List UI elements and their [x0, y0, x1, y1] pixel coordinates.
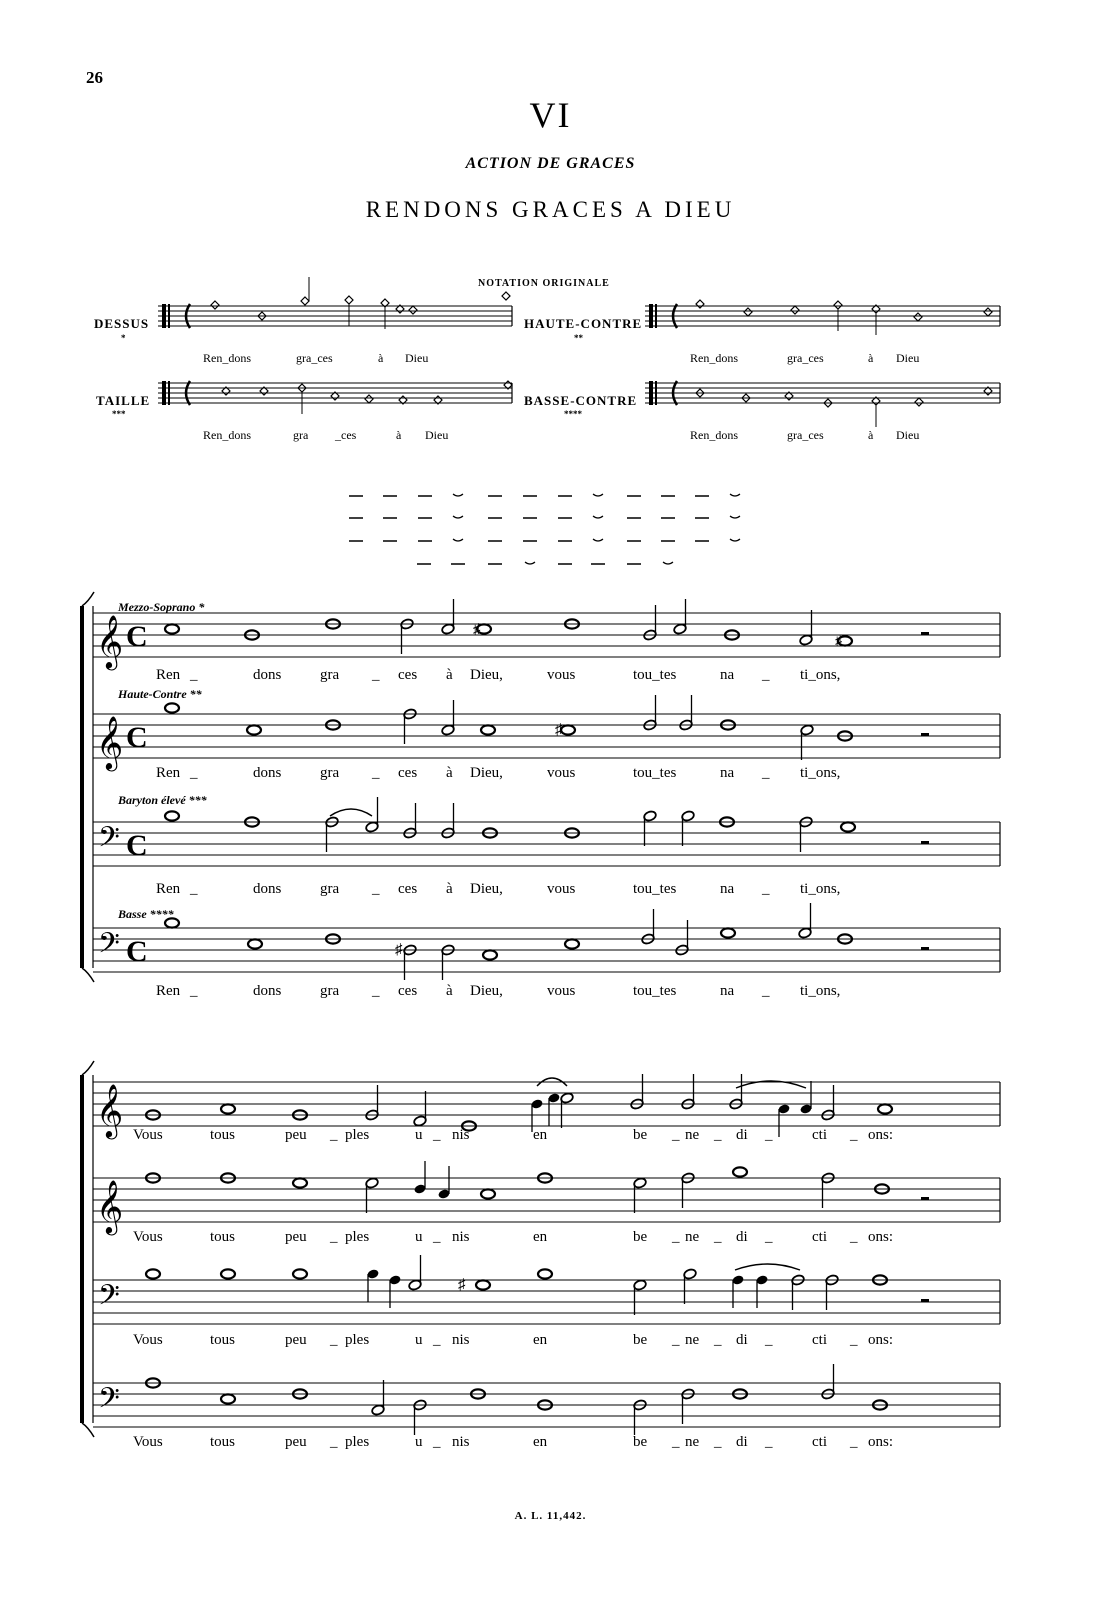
lyric-syllable: à [378, 351, 384, 365]
lyric-syllable: Ren_dons [203, 428, 251, 442]
lyric-syllable: Dieu, [470, 765, 503, 781]
lyric-syllable: di [736, 1434, 748, 1450]
breve-note [834, 301, 842, 309]
breve-note [696, 300, 704, 308]
sharp-icon: ♯ [395, 942, 403, 958]
whole-note [165, 811, 179, 820]
lyric-syllable: be [633, 1229, 648, 1245]
treble-clef-icon: 𝄞 [96, 1085, 124, 1136]
breve-mark [593, 494, 603, 496]
lyric-syllable: vous [547, 983, 576, 999]
whole-note [841, 822, 855, 831]
lyric-syllable: ces [398, 881, 418, 897]
lyric-syllable: _ [372, 765, 380, 781]
lyric-syllable: ces [398, 983, 418, 999]
lyric-syllable: ti_ons, [800, 881, 841, 897]
lyric-syllable: _ [433, 1229, 441, 1245]
lyric-syllable: ons: [868, 1229, 894, 1245]
breve-note [915, 398, 923, 406]
whole-note [538, 1269, 552, 1278]
lyric-syllable: Ren [156, 983, 181, 999]
common-time-signature: C [126, 721, 148, 754]
breve-mark [730, 539, 740, 541]
lyric-syllable: tous [210, 1332, 236, 1348]
bass-clef-icon: 𝄢 [98, 823, 120, 860]
lyric-syllable: na [720, 667, 735, 683]
lyric-syllable: Dieu [405, 351, 429, 365]
whole-note [221, 1394, 235, 1403]
lyric-syllable: _ [433, 1127, 441, 1143]
whole-note [481, 725, 495, 734]
breve-note [345, 296, 353, 304]
lyric-syllable: dons [253, 983, 282, 999]
lyric-syllable: ti_ons, [800, 983, 841, 999]
whole-note [721, 928, 735, 937]
c-clef [649, 304, 653, 328]
lyric-syllable: cti [812, 1229, 827, 1245]
breve-mark [453, 516, 463, 518]
lyric-syllable: _ [672, 1229, 680, 1245]
voice-stars-haute-contre: ** [574, 333, 583, 343]
breve-mark [730, 494, 740, 496]
breve-note [301, 297, 309, 305]
lyric-syllable: Dieu [896, 351, 920, 365]
common-time-signature: C [126, 829, 148, 862]
whole-note [247, 725, 261, 734]
lyric-syllable: di [736, 1332, 748, 1348]
c-clef [162, 381, 166, 405]
lyric-syllable: en [533, 1434, 548, 1450]
lyric-syllable: vous [547, 667, 576, 683]
lyric-syllable: gra [320, 881, 340, 897]
lyric-syllable: _ [190, 667, 198, 683]
lyric-syllable: _ [850, 1127, 858, 1143]
lyric-syllable: nis [452, 1434, 470, 1450]
lyric-syllable: à [396, 428, 402, 442]
lyric-syllable: vous [547, 765, 576, 781]
sharp-icon: ♯ [555, 722, 563, 738]
lyric-syllable: peu [285, 1229, 307, 1245]
lyric-syllable: _ [850, 1332, 858, 1348]
voice-stars-dessus: * [121, 333, 126, 343]
breve-note [984, 308, 992, 316]
lyric-syllable: tou_tes [633, 983, 677, 999]
whole-note [476, 1280, 490, 1289]
half-rest [921, 1299, 929, 1302]
treble-clef-icon: 𝄞 [96, 717, 124, 768]
whole-note [293, 1269, 307, 1278]
lyric-syllable: na [720, 765, 735, 781]
lyric-syllable: Ren [156, 667, 181, 683]
lyric-syllable: di [736, 1229, 748, 1245]
whole-note [221, 1269, 235, 1278]
lyric-syllable: _ [433, 1332, 441, 1348]
breve-note [409, 306, 417, 314]
treble-clef-icon: 𝄞 [96, 616, 124, 667]
lyric-syllable: gra_ces [787, 351, 824, 365]
lyric-syllable: _ [850, 1229, 858, 1245]
breve-mark [663, 562, 673, 564]
lyric-syllable: Ren [156, 765, 181, 781]
lyric-syllable: Ren_dons [690, 428, 738, 442]
lyric-syllable: _ [672, 1434, 680, 1450]
sharp-icon: ♯ [835, 634, 842, 649]
c-clef [168, 304, 170, 328]
lyric-syllable: _ [190, 765, 198, 781]
c-clef [162, 304, 166, 328]
slur [735, 1264, 800, 1270]
lyric-syllable: ces [398, 765, 418, 781]
lyric-syllable: _ [433, 1434, 441, 1450]
lyric-syllable: _ [762, 881, 770, 897]
lyric-syllable: gra_ces [787, 428, 824, 442]
section-number: VI [529, 95, 572, 135]
whole-note [165, 918, 179, 927]
lyric-syllable: _ [765, 1434, 773, 1450]
lyric-syllable: en [533, 1229, 548, 1245]
lyric-syllable: tou_tes [633, 667, 677, 683]
lyric-syllable: _ [672, 1127, 680, 1143]
lyric-syllable: nis [452, 1127, 470, 1143]
lyric-syllable: dons [253, 667, 282, 683]
lyric-syllable: _ [672, 1332, 680, 1348]
whole-note [293, 1178, 307, 1187]
whole-note [146, 1269, 160, 1278]
lyric-syllable: _ [330, 1127, 338, 1143]
c-clef [655, 304, 657, 328]
c-clef [168, 381, 170, 405]
lyric-syllable: gra [320, 983, 340, 999]
lyric-syllable: Dieu, [470, 983, 503, 999]
lyric-syllable: à [868, 428, 874, 442]
lyric-syllable: ne [685, 1229, 700, 1245]
lyric-syllable: Dieu, [470, 667, 503, 683]
whole-note [561, 725, 575, 734]
lyric-syllable: ples [345, 1434, 370, 1450]
lyric-syllable: _ [372, 983, 380, 999]
lyric-syllable: tou_tes [633, 765, 677, 781]
lyric-syllable: tous [210, 1229, 236, 1245]
lyric-syllable: à [446, 667, 453, 683]
subtitle: ACTION DE GRACES [465, 155, 636, 172]
lyric-syllable: à [446, 881, 453, 897]
lyric-syllable: gra [320, 667, 340, 683]
lyric-syllable: à [446, 765, 453, 781]
sharp-icon: ♯ [458, 1277, 466, 1293]
lyric-syllable: u [415, 1229, 423, 1245]
lyric-syllable: ons: [868, 1434, 894, 1450]
bracket-hook [82, 1423, 94, 1437]
lyric-syllable: Ren_dons [690, 351, 738, 365]
half-rest [921, 841, 929, 844]
lyric-syllable: _ [714, 1229, 722, 1245]
lyric-syllable: Ren_dons [203, 351, 251, 365]
bass-clef-icon: 𝄢 [98, 1281, 120, 1318]
lyric-syllable: _ [714, 1434, 722, 1450]
lyric-syllable: _ [190, 983, 198, 999]
lyric-syllable: _ [762, 667, 770, 683]
lyric-syllable: ons: [868, 1127, 894, 1143]
sharp-icon: ♯ [473, 622, 481, 638]
bracket-hook [82, 1061, 94, 1075]
lyric-syllable: cti [812, 1434, 827, 1450]
lyric-syllable: ne [685, 1332, 700, 1348]
lyric-syllable: _ [190, 881, 198, 897]
breve-note [914, 313, 922, 321]
breve-mark [730, 516, 740, 518]
lyric-syllable: di [736, 1127, 748, 1143]
voice-label-basse: Basse **** [118, 907, 174, 921]
whole-note [165, 703, 179, 712]
lyric-syllable: tous [210, 1127, 236, 1143]
breve-note [365, 395, 373, 403]
lyric-syllable: ces [398, 667, 418, 683]
breve-note [791, 306, 799, 314]
lyric-syllable: be [633, 1127, 648, 1143]
lyric-syllable: _ces [335, 428, 357, 442]
lyric-syllable: _ [714, 1332, 722, 1348]
voice-stars-taille: *** [112, 409, 126, 419]
treble-clef-icon: 𝄞 [96, 1181, 124, 1232]
lyric-syllable: ples [345, 1332, 370, 1348]
lyric-syllable: ne [685, 1434, 700, 1450]
half-rest [921, 1197, 929, 1200]
lyric-syllable: peu [285, 1127, 307, 1143]
bracket-hook [82, 968, 94, 982]
lyric-syllable: Vous [133, 1332, 163, 1348]
lyric-syllable: nis [452, 1229, 470, 1245]
lyric-syllable: u [415, 1332, 423, 1348]
lyric-syllable: dons [253, 765, 282, 781]
lyric-syllable: cti [812, 1127, 827, 1143]
whole-note [481, 1189, 495, 1198]
lyric-syllable: be [633, 1434, 648, 1450]
common-time-signature: C [126, 620, 148, 653]
breve-note [744, 308, 752, 316]
common-time-signature: C [126, 935, 148, 968]
lyric-syllable: tou_tes [633, 881, 677, 897]
lyric-syllable: à [868, 351, 874, 365]
lyric-syllable: ons: [868, 1332, 894, 1348]
voice-name-dessus: DESSUS [94, 316, 150, 331]
slur [330, 809, 372, 816]
breve-mark [593, 539, 603, 541]
whole-note [165, 624, 179, 633]
lyric-syllable: tous [210, 1434, 236, 1450]
voice-name-taille: TAILLE [96, 393, 151, 408]
half-rest [921, 733, 929, 736]
lyric-syllable: Dieu [896, 428, 920, 442]
lyric-syllable: na [720, 881, 735, 897]
c-clef [655, 381, 657, 405]
lyric-syllable: ples [345, 1127, 370, 1143]
lyric-syllable: _ [714, 1127, 722, 1143]
breve-note [211, 301, 219, 309]
lyric-syllable: _ [330, 1229, 338, 1245]
lyric-syllable: gra [320, 765, 340, 781]
lyric-syllable: _ [762, 765, 770, 781]
voice-name-haute-contre: HAUTE-CONTRE [524, 316, 643, 331]
whole-note [221, 1104, 235, 1113]
lyric-syllable: peu [285, 1332, 307, 1348]
lyric-syllable: peu [285, 1434, 307, 1450]
page-number: 26 [86, 68, 103, 87]
voice-label-mezzo-soprano: Mezzo-Soprano * [118, 600, 205, 614]
lyric-syllable: cti [812, 1332, 827, 1348]
lyric-syllable: _ [850, 1434, 858, 1450]
lyric-syllable: Dieu, [470, 881, 503, 897]
lyric-syllable: be [633, 1332, 648, 1348]
lyric-syllable: vous [547, 881, 576, 897]
voice-label-haute-contre: Haute-Contre ** [118, 687, 202, 701]
lyric-syllable: Vous [133, 1434, 163, 1450]
bass-clef-icon: 𝄢 [98, 929, 120, 966]
breve-mark [453, 539, 463, 541]
lyric-syllable: ti_ons, [800, 765, 841, 781]
breve-mark [593, 516, 603, 518]
voice-stars-basse-contre: **** [564, 409, 582, 419]
lyric-syllable: Vous [133, 1229, 163, 1245]
voice-name-basse-contre: BASSE-CONTRE [524, 393, 638, 408]
lyric-syllable: _ [762, 983, 770, 999]
breve-mark [453, 494, 463, 496]
half-rest [921, 632, 929, 635]
lyric-syllable: _ [372, 667, 380, 683]
whole-note [248, 939, 262, 948]
page-title: RENDONS GRACES A DIEU [365, 197, 736, 222]
whole-note [483, 950, 497, 959]
lyric-syllable: en [533, 1127, 548, 1143]
lyric-syllable: _ [330, 1332, 338, 1348]
voice-label-baryton: Baryton élevé *** [118, 793, 207, 807]
lyric-syllable: gra [293, 428, 309, 442]
bass-clef-icon: 𝄢 [98, 1384, 120, 1421]
half-rest [921, 947, 929, 950]
whole-note [878, 1104, 892, 1113]
lyric-syllable: dons [253, 881, 282, 897]
lyric-syllable: en [533, 1332, 548, 1348]
footer-reference: A. L. 11,442. [514, 1510, 587, 1522]
lyric-syllable: _ [372, 881, 380, 897]
lyric-syllable: _ [765, 1332, 773, 1348]
lyric-syllable: ne [685, 1127, 700, 1143]
lyric-syllable: u [415, 1127, 423, 1143]
breve-note [502, 292, 510, 300]
lyric-syllable: _ [765, 1229, 773, 1245]
notation-label: NOTATION ORIGINALE [478, 278, 610, 289]
c-clef [649, 381, 653, 405]
whole-note [565, 939, 579, 948]
lyric-syllable: gra_ces [296, 351, 333, 365]
breve-mark [525, 562, 535, 564]
whole-note [733, 1167, 747, 1176]
lyric-syllable: à [446, 983, 453, 999]
bracket-hook [82, 592, 94, 606]
lyric-syllable: na [720, 983, 735, 999]
lyric-syllable: Vous [133, 1127, 163, 1143]
lyric-syllable: _ [765, 1127, 773, 1143]
lyric-syllable: Ren [156, 881, 181, 897]
lyric-syllable: ti_ons, [800, 667, 841, 683]
lyric-syllable: u [415, 1434, 423, 1450]
lyric-syllable: ples [345, 1229, 370, 1245]
lyric-syllable: _ [330, 1434, 338, 1450]
lyric-syllable: nis [452, 1332, 470, 1348]
lyric-syllable: Dieu [425, 428, 449, 442]
